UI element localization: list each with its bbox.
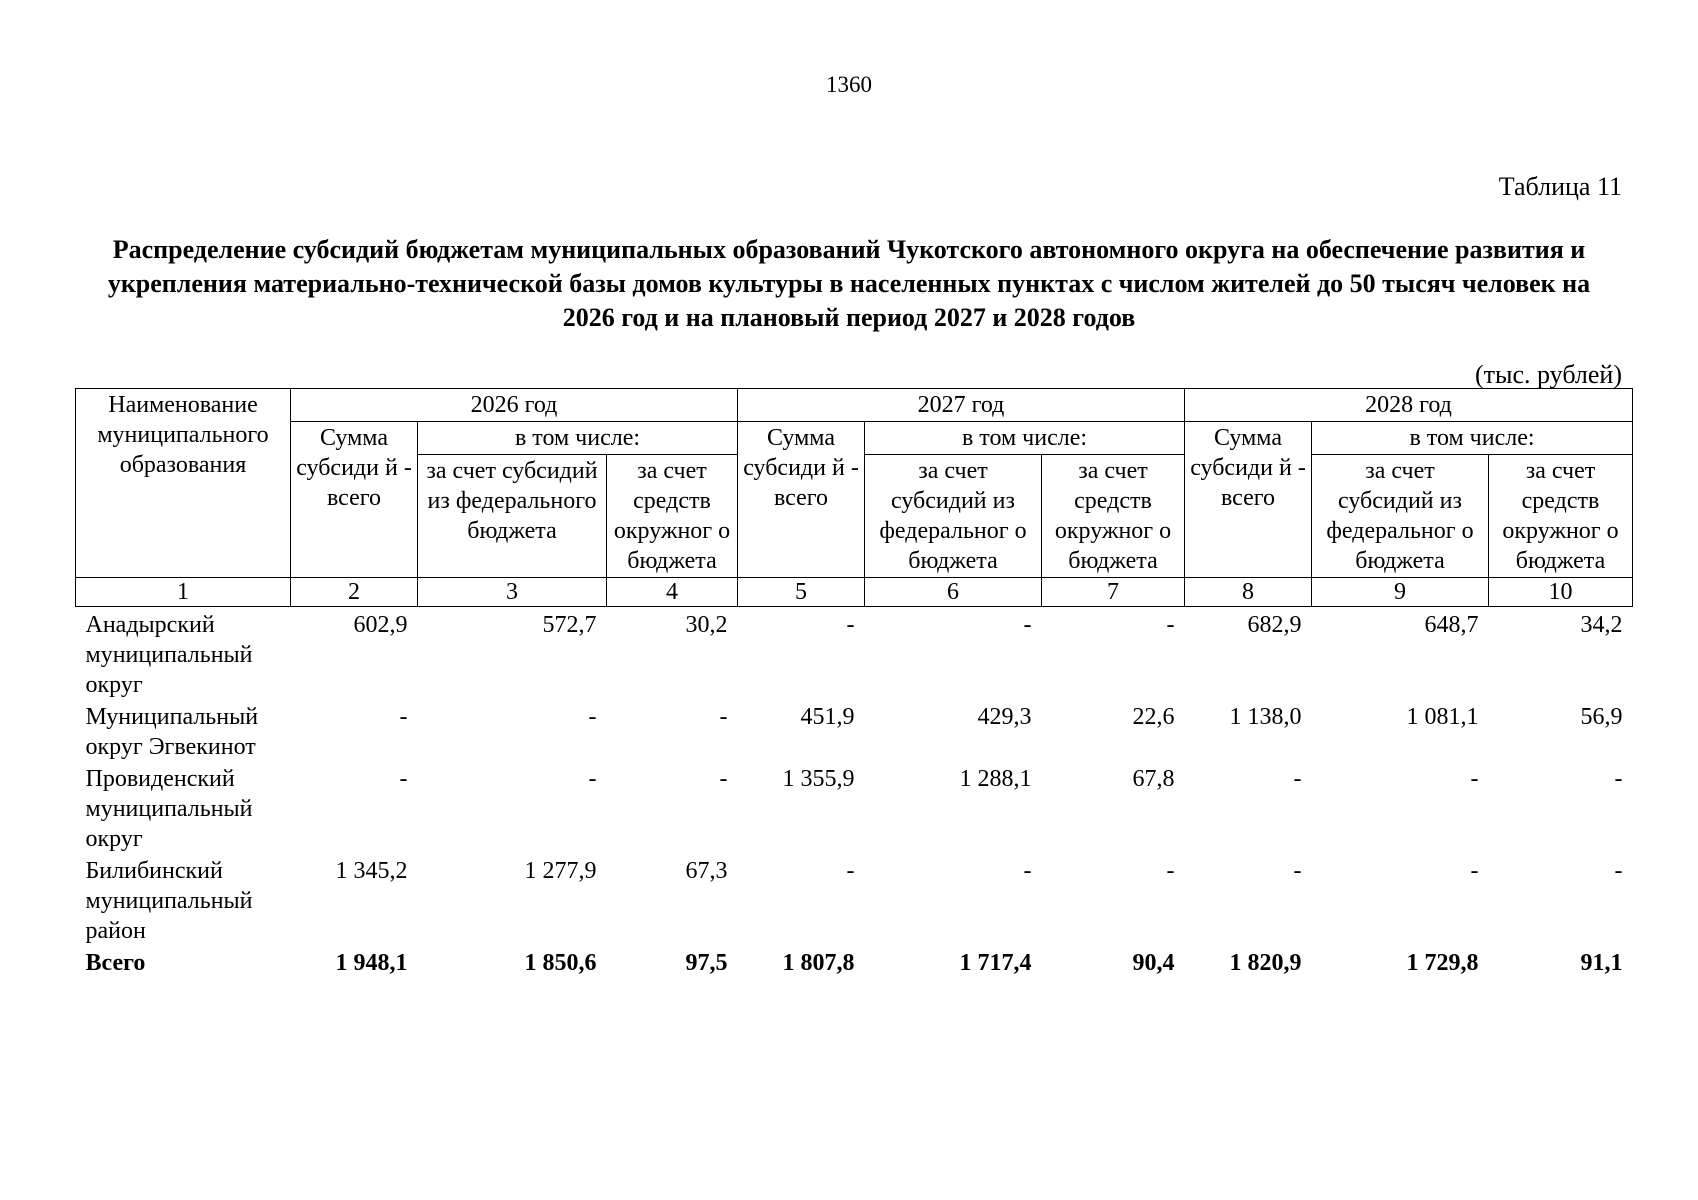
document-title: Распределение субсидий бюджетам муниципальных образований Чукотского автономного округа на обеспечение развития и укрепления материально-технической базы домов культуры в населенных пунктах с числом жителей до 50 тысяч человек на 2026 год и на плановый период 2027 и 2028 годов [107, 235, 1591, 332]
page-number: 1360 [826, 72, 872, 97]
table-cell: - [399, 766, 408, 792]
total-row [76, 947, 1633, 979]
table-cell: 1 277,9 [524, 858, 597, 884]
table-cell: 22,6 [1132, 704, 1175, 730]
column-number: 4 [607, 578, 738, 607]
header-year-2027: 2027 год [738, 389, 1185, 422]
column-number: 8 [1185, 578, 1312, 607]
table-cell: - [1023, 858, 1032, 884]
municipality-name: Провиденский муниципальный округ [85, 766, 253, 852]
table-row [76, 701, 1633, 763]
municipality-name: Анадырский муниципальный округ [85, 612, 253, 698]
table-cell: - [1293, 858, 1302, 884]
table-cell: 572,7 [542, 612, 597, 638]
table-cell: - [399, 704, 408, 730]
total-cell: 1 729,8 [1406, 950, 1479, 976]
table-row [76, 855, 1633, 947]
header-federal-2026: за счет субсидий из федерального бюджета [418, 455, 607, 578]
units-note: (тыс. рублей) [1474, 360, 1622, 389]
table-cell: - [1293, 766, 1302, 792]
table-cell: 1 288,1 [959, 766, 1032, 792]
table-cell: 56,9 [1580, 704, 1623, 730]
table-cell: - [1023, 612, 1032, 638]
column-number: 10 [1489, 578, 1633, 607]
header-including-2027: в том числе: [865, 422, 1185, 455]
total-label: Всего [85, 950, 146, 976]
header-including-2026: в том числе: [418, 422, 738, 455]
header-year-2028: 2028 год [1185, 389, 1633, 422]
table-cell: 30,2 [685, 612, 728, 638]
table-cell: - [588, 704, 597, 730]
total-cell: 1 948,1 [335, 950, 408, 976]
header-name-col: Наименование муниципального образования [76, 389, 291, 578]
table-cell: - [719, 704, 728, 730]
total-cell: 90,4 [1132, 950, 1175, 976]
table-cell: - [1470, 766, 1479, 792]
header-district-2027: за счет средств окружног о бюджета [1042, 455, 1185, 578]
header-federal-2028: за счет субсидий из федеральног о бюджета [1312, 455, 1489, 578]
table-cell: - [1166, 612, 1175, 638]
total-cell: 91,1 [1580, 950, 1623, 976]
table-cell: - [588, 766, 597, 792]
header-federal-2027: за счет субсидий из федеральног о бюджета [865, 455, 1042, 578]
table-cell: - [1614, 858, 1623, 884]
total-cell: 1 850,6 [524, 950, 597, 976]
table-cell: - [846, 612, 855, 638]
table-cell: 451,9 [800, 704, 855, 730]
header-sum-total-2028: Сумма субсиди й - всего [1185, 422, 1312, 578]
header-including-2028: в том числе: [1312, 422, 1633, 455]
municipality-name: Билибинский муниципальный район [85, 858, 253, 944]
table-row [76, 763, 1633, 855]
table-cell: 1 355,9 [782, 766, 855, 792]
table-cell: - [846, 858, 855, 884]
table-cell: 602,9 [353, 612, 408, 638]
table-cell: 34,2 [1580, 612, 1623, 638]
column-number: 6 [865, 578, 1042, 607]
header-sum-total-2026: Сумма субсиди й - всего [291, 422, 418, 578]
table-cell: 1 138,0 [1229, 704, 1302, 730]
municipality-name: Муниципальный округ Эгвекинот [85, 704, 259, 760]
table-cell: 682,9 [1247, 612, 1302, 638]
table-cell: - [1614, 766, 1623, 792]
total-cell: 1 717,4 [959, 950, 1032, 976]
column-number: 3 [418, 578, 607, 607]
header-district-2028: за счет средств окружног о бюджета [1489, 455, 1633, 578]
total-cell: 1 807,8 [782, 950, 855, 976]
table-cell: 1 081,1 [1406, 704, 1479, 730]
column-number: 1 [76, 578, 291, 607]
table-row [76, 607, 1633, 702]
column-number: 7 [1042, 578, 1185, 607]
total-cell: 1 820,9 [1229, 950, 1302, 976]
table-cell: 67,8 [1132, 766, 1175, 792]
table-label: Таблица 11 [1498, 172, 1622, 201]
table-cell: 67,3 [685, 858, 728, 884]
subsidy-table [75, 388, 1633, 979]
table-cell: - [719, 766, 728, 792]
column-number: 5 [738, 578, 865, 607]
column-number: 2 [291, 578, 418, 607]
table-cell: 429,3 [977, 704, 1032, 730]
table-cell: 648,7 [1424, 612, 1479, 638]
header-district-2026: за счет средств окружног о бюджета [607, 455, 738, 578]
header-sum-total-2027: Сумма субсиди й - всего [738, 422, 865, 578]
column-number: 9 [1312, 578, 1489, 607]
total-cell: 97,5 [685, 950, 728, 976]
table-cell: - [1470, 858, 1479, 884]
table-cell: 1 345,2 [335, 858, 408, 884]
header-year-2026: 2026 год [291, 389, 738, 422]
table-cell: - [1166, 858, 1175, 884]
